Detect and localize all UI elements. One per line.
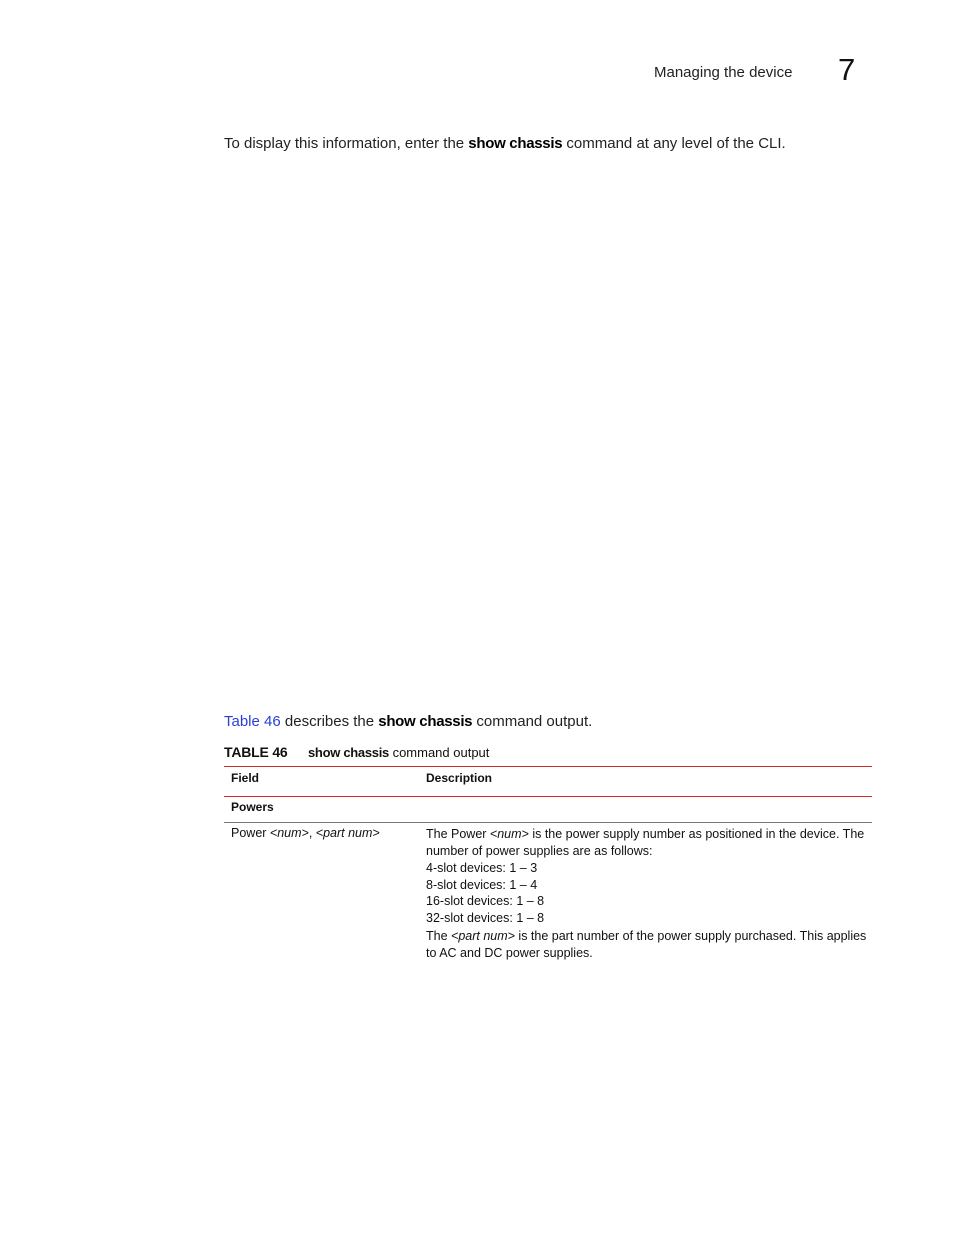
description-power-cell [426,826,872,961]
chapter-number: 7 [838,52,856,87]
slot-list [426,860,872,926]
slot-item: 32-slot devices: 1 – 8 [426,910,545,925]
table-ref-command: show chassis [378,713,473,730]
description-part-a: The [426,929,452,943]
section-row-powers: Powers [231,800,274,814]
table-caption [224,744,490,760]
description-part-num-term: <part num> [451,929,515,943]
field-power-cell [231,826,380,840]
section-title: Managing the device [654,64,793,81]
table-caption-command: show chassis [308,745,389,760]
table-caption-label: TABLE 46 [224,744,288,760]
description-intro-num: <num> [489,827,529,841]
table-link[interactable]: Table 46 [224,713,281,730]
description-part-num [426,928,872,961]
table-caption-title [308,745,489,760]
field-power-part: <part num> [315,826,380,840]
description-intro [426,826,872,859]
section-row-rule [224,822,872,823]
header-bottom-rule [224,796,872,797]
intro-text-before: To display this information, enter the [224,135,469,152]
slot-item: 16-slot devices: 1 – 8 [426,894,545,908]
description-intro-a: The Power [426,827,490,841]
table-ref-text-before: describes the [280,713,379,730]
intro-text-after: command at any level of the CLI. [562,135,786,152]
column-header-field: Field [231,771,260,785]
field-power-num: <num> [269,826,309,840]
intro-paragraph [224,135,786,152]
intro-command: show chassis [468,135,563,152]
field-power-prefix: Power [231,826,270,840]
description-intro-b: is the power supply number as positioned in the device. The number of power supplies are as follows: [426,827,865,858]
table-ref-text-after: command output. [472,713,593,730]
slot-item: 4-slot devices: 1 – 3 [426,861,538,875]
table-reference-paragraph [224,713,592,730]
table-top-rule [224,766,872,767]
description-part-b: is the part number of the power supply purchased. This applies to AC and DC power supplies. [426,929,867,960]
column-header-description: Description [426,771,493,785]
slot-item: 8-slot devices: 1 – 4 [426,877,538,892]
table-caption-rest: command output [388,745,490,760]
field-power-sep: , [308,826,316,840]
